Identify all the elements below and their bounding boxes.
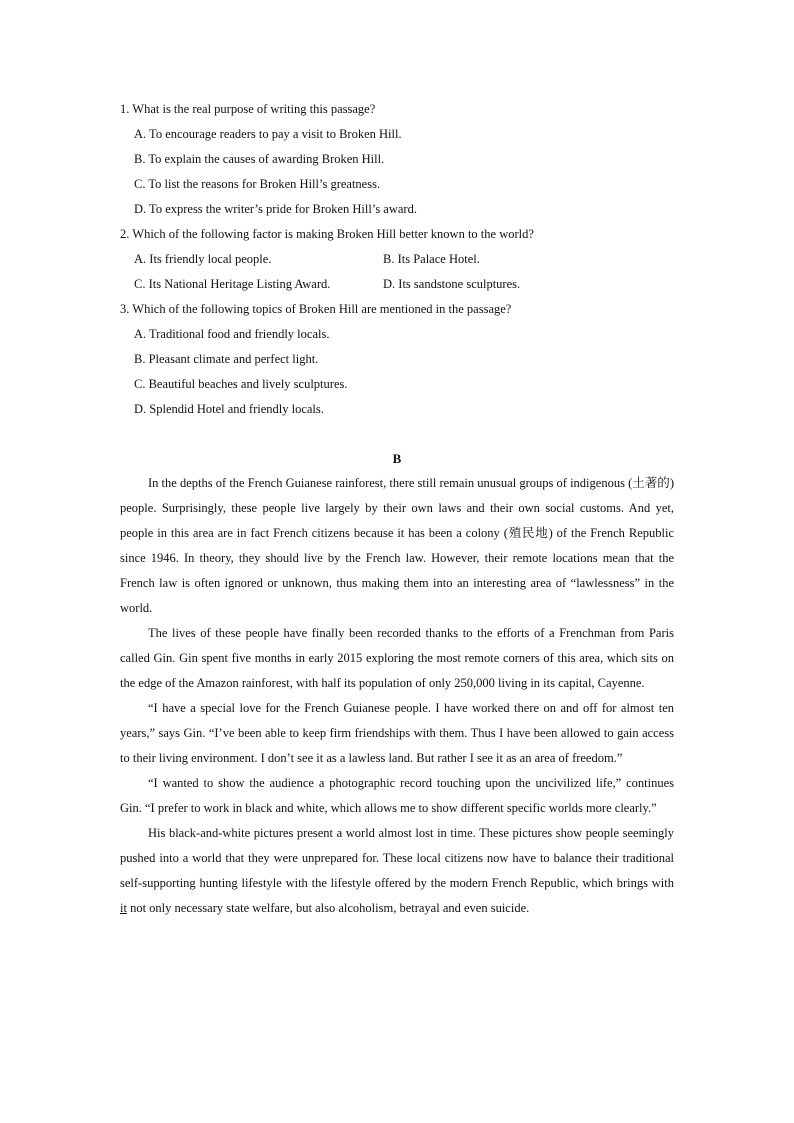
question-2-option-d: D. Its sandstone sculptures. (383, 277, 521, 291)
questions-block (120, 97, 680, 422)
paragraph-5-text-before: His black-and-white pictures present a world almost lost in time. These pictures show people seemingly pushed into a world that they were unprepared for. These local citizens now have to balance their traditional self-supporting hunting lifestyle with the lifestyle offered by the modern French Republic, which brings with (120, 826, 674, 890)
passage-paragraph-3: “I have a special love for the French Guianese people. I have worked there on and off for almost ten years,” says Gin. “I’ve been able to keep firm friendships with them. Thus I have been allowed to gain access to their living environment. I don’t see it as a lawless land. But rather I see it as an area of freedom.” (120, 701, 674, 765)
question-3-option-b: B. Pleasant climate and perfect light. (134, 352, 319, 366)
question-3-option-a: A. Traditional food and friendly locals. (134, 327, 330, 341)
section-b-title: B (392, 451, 402, 466)
question-2-option-b: B. Its Palace Hotel. (383, 252, 480, 266)
paragraph-5-text-after: not only necessary state welfare, but also alcoholism, betrayal and even suicide. (126, 901, 530, 915)
question-3-option-c: C. Beautiful beaches and lively sculptures. (134, 377, 348, 391)
passage-paragraph-5 (120, 821, 674, 921)
question-1-option-b: B. To explain the causes of awarding Broken Hill. (134, 152, 385, 166)
question-2-stem: 2. Which of the following factor is making Broken Hill better known to the world? (120, 227, 534, 241)
question-3-stem: 3. Which of the following topics of Broken Hill are mentioned in the passage? (120, 302, 512, 316)
section-b-passage (120, 471, 674, 921)
question-1-stem: 1. What is the real purpose of writing this passage? (120, 102, 376, 116)
question-1-option-d: D. To express the writer’s pride for Broken Hill’s award. (134, 202, 417, 216)
question-2-option-a: A. Its friendly local people. (134, 252, 272, 266)
passage-paragraph-2: The lives of these people have finally been recorded thanks to the efforts of a Frenchman from Paris called Gin. Gin spent five months in early 2015 exploring the most remote corners of this area, which sits on the edge of the Amazon rainforest, with half its population of only 250,000 living in its capital, Cayenne. (120, 626, 674, 690)
question-2-options-row-2 (120, 272, 680, 297)
question-1-option-a: A. To encourage readers to pay a visit to Broken Hill. (134, 127, 402, 141)
underlined-word-it: it (120, 901, 127, 915)
question-1-option-c: C. To list the reasons for Broken Hill’s greatness. (134, 177, 381, 191)
question-2-option-c: C. Its National Heritage Listing Award. (134, 277, 331, 291)
question-3-option-d: D. Splendid Hotel and friendly locals. (134, 402, 324, 416)
passage-paragraph-4: “I wanted to show the audience a photographic record touching upon the uncivilized life,” continues Gin. “I prefer to work in black and white, which allows me to show different specific worlds more clearly.” (120, 776, 674, 815)
question-2-options-row-1 (120, 247, 680, 272)
passage-paragraph-1: In the depths of the French Guianese rainforest, there still remain unusual groups of indigenous (土著的) people. Surprisingly, these people live largely by their own laws and their own social customs. And yet, people in this area are in fact French citizens because it has been a colony (殖民地) of the French Republic since 1946. In theory, they should live by the French law. However, their remote locations mean that the French law is often ignored or unknown, thus making them into an interesting area of “lawlessness” in the world. (120, 476, 674, 615)
